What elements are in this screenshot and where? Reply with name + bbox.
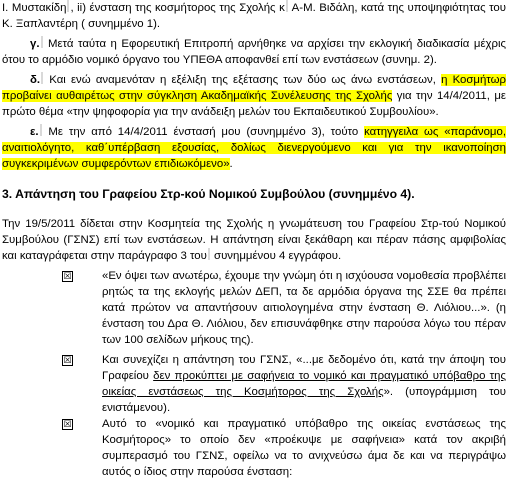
tail-epsilon: .	[229, 158, 233, 170]
text-gamma: Μετά ταύτα η Εφορευτική Επιτροπή αρνήθηκε να αρχίσει την εκλογική διαδικασία μέχρις ότου το αρμόδιο νομικό όργανο του ΥΠΕΘΑ αποφανθεί επί των ενστάσεων (συνημ. 2).	[2, 38, 506, 66]
quote-item-3	[2, 416, 506, 480]
highlight-epsilon: κατηγγειλα ως «παράνομο, αναιτιολόγητο, καθ΄υπέρβαση εξουσίας, δολίως διενεργούμενο και για την ικανοποίηση συγκεκριμένων συμφερόντων επιδιωκόμενο»	[2, 126, 506, 170]
redaction-mark	[40, 124, 42, 136]
tail-delta: για την 14/4/2011, με πρώτο θέμα «την ψηφοφορία για την ανάδειξη μελών του Εκπαιδευτικού Συμβουλίου».	[2, 90, 506, 118]
intro-lead: Ι. Μυστακίδη	[2, 2, 67, 14]
paragraph-delta	[2, 72, 506, 120]
paragraph-intro	[2, 0, 506, 32]
text-delta: Και ενώ αναμενόταν η εξέλιξη της εξέτασης των δύο ως άνω ενστάσεων,	[44, 74, 442, 86]
redaction-mark	[286, 0, 288, 12]
checkbox-checked-icon: ☒	[63, 419, 72, 429]
highlight-delta: η Κοσμήτωρ προβαίνει αυθαιρέτως στην σύγκληση Ακαδημαϊκής Συνέλευσης της Σχολής	[2, 74, 506, 102]
quote-text-3: Αυτό το «νομικό και πραγματικό υπόβαθρο της οικείας ενστάσεως της Κοσμήτορος» το οποίο δεν «προέκυψε με σαφήνεια» κατά τον ακριβή συμπερασμό του ΓΣΝΣ, οφείλω να το ανιχνεύσω άμα δε και να περιγράψω αυτός ο ίδιος στην παρούσα ένσταση:	[102, 418, 506, 478]
quote-text-2: Και συνεχίζει η απάντηση του ΓΣΝΣ, «...με δεδομένο ότι, κατά την άποψη του Γραφείου	[102, 354, 506, 382]
intro-text-2: Α-Μ. Βιδάλη, κατά της υποψηφιότητας του Κ. Ξαπλαντέρη ( συνημμένο 1).	[2, 2, 506, 30]
response-text-2: συνημμένου 4 εγγράφου.	[210, 250, 342, 262]
response-text: Την 19/5/2011 δίδεται στην Κοσμητεία της Σχολής η γνωμάτευση του Γραφείου Στρ-τού Νομικού Συμβούλου (ΓΣΝΣ) επί των ενστάσεων. Η απάντηση είναι ξεκάθαρη και πέραν πάσης αμφιβολίας και καταγράφεται στην παράγραφο 3 του	[2, 218, 506, 262]
paragraph-epsilon	[2, 124, 506, 172]
paragraph-response	[2, 216, 506, 264]
redaction-mark	[41, 36, 43, 48]
underlined-text: δεν προκύπτει με σαφήνεια το νομικό και πραγματικό υπόβαθρο της οικείας ενστάσεως της Κοσμήτορος της Σχολής	[102, 370, 507, 398]
quote-text-1: «Εν όψει των ανωτέρω, έχουμε την γνώμη ότι η ισχύουσα νομοθεσία προβλέπει ρητώς τα της εκλογής μελών ΔΕΠ, τα δε αρμόδια όργανα της ΣΣΕ θα πρέπει κατά πρώτον να απαντήσουν αιτιολογημένα στην ένσταση Θ. Λιόλιου...». (η ένσταση του Δρα Θ. Λιόλιου, δεν επισυνάφθηκε στην παρούσα λόγω του πέραν των 100 σελίδων μήκους της).	[102, 270, 506, 346]
section-heading: 3. Απάντηση του Γραφείου Στρ-κού Νομικού Συμβούλου (συνημμένο 4).	[2, 187, 415, 201]
checkbox-checked-icon: ☒	[63, 355, 72, 365]
intro-text: , ii) ένσταση της κοσμήτορος της Σχολής κ	[70, 2, 285, 14]
checkbox-checked-icon: ☒	[63, 271, 72, 281]
paragraph-gamma	[2, 36, 506, 68]
redaction-mark	[41, 72, 43, 84]
label-epsilon: ε.	[30, 126, 39, 138]
quote-item-2	[2, 352, 506, 416]
quote-item-1	[2, 268, 506, 348]
label-delta: δ.	[30, 74, 41, 86]
text-epsilon: Με την από 14/4/2011 ένστασή μου (συνημμένο 3), τούτο	[42, 126, 365, 138]
quote-tail-2: ». (υπογράμμιση του ενιστάμενου).	[102, 386, 507, 414]
redaction-mark	[208, 248, 210, 260]
label-gamma: γ.	[30, 38, 40, 50]
